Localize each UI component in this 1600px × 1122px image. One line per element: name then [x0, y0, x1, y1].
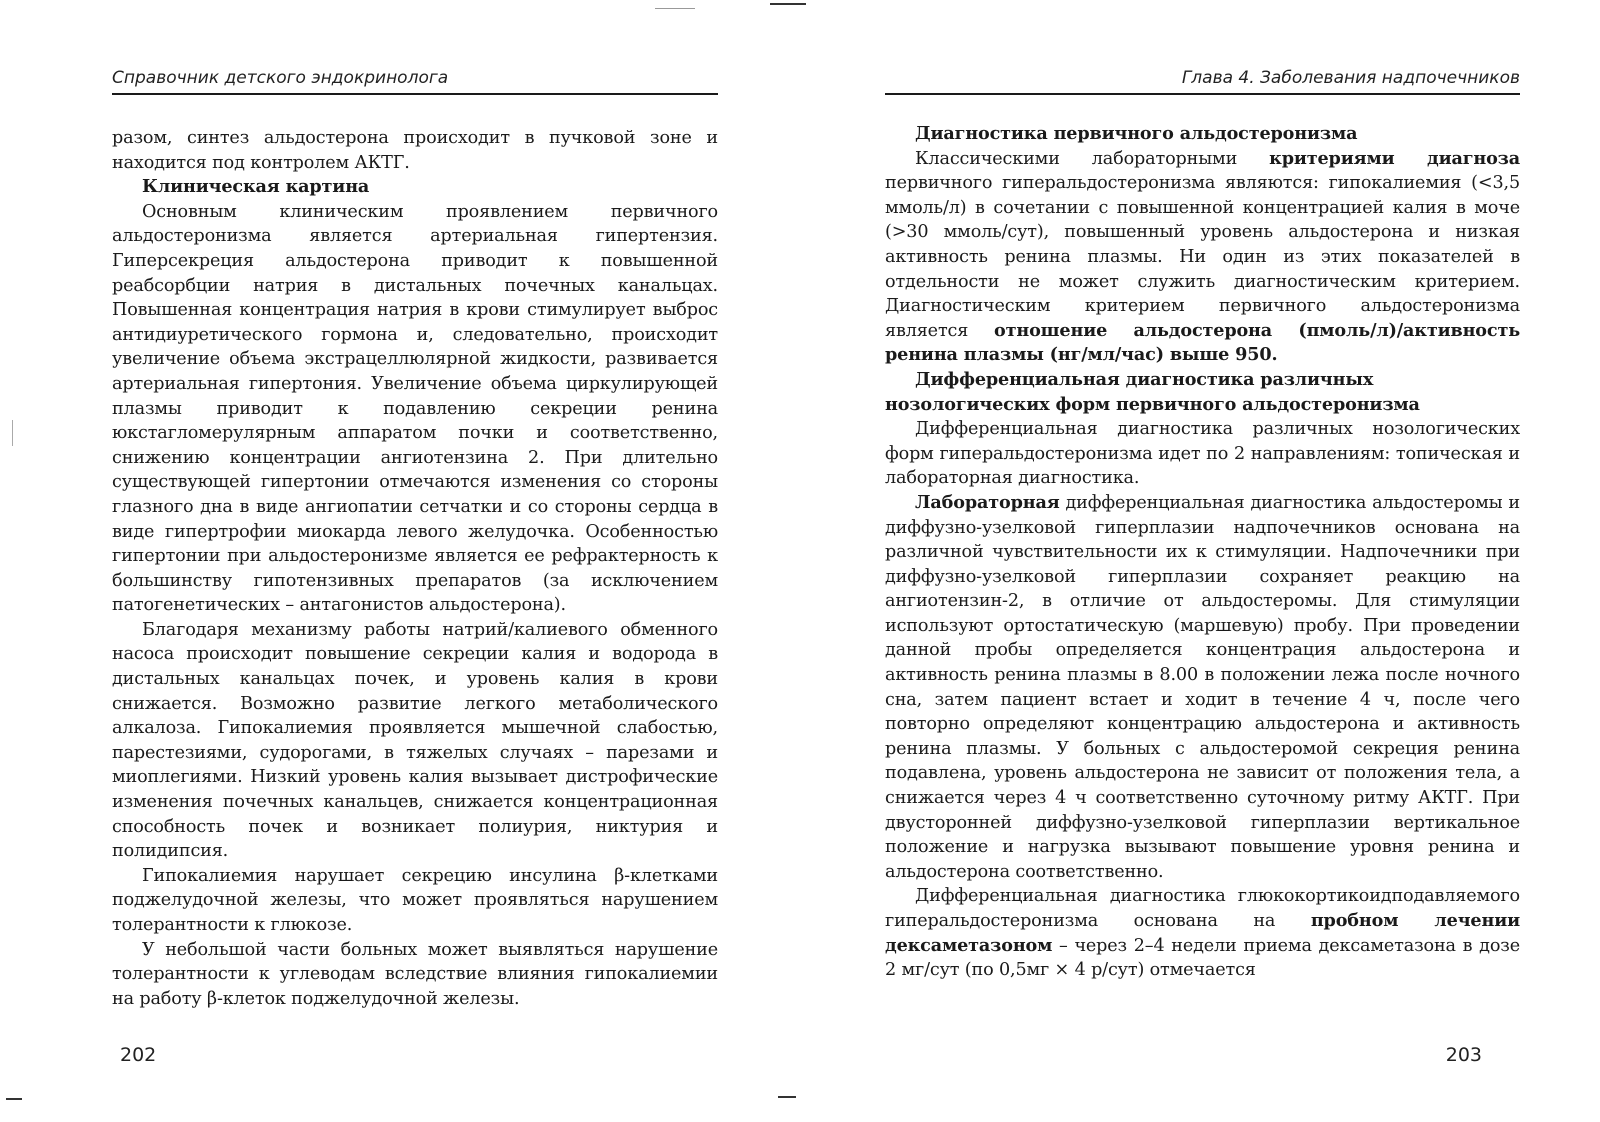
page-number-left: 202 [120, 1044, 157, 1066]
scan-mark-bottom-left [6, 1098, 22, 1100]
bold-run: отношение альдостерона (пмоль/л)/активность ренина плазмы (нг/мл/час) выше 950. [885, 319, 1520, 366]
scan-mark-bottom [778, 1096, 796, 1098]
text-run: дифференциальная диагностика альдостеромы и диффузно-узелковой гиперплазии надпочечников основана на различной чувствительности их к стимуляции. Надпочечники при диффузно-узелковой гиперплазии сохраняет реакцию на ангиотензин-2, в отличие от альдостеромы. Для стимуляции используют ортостатическую (маршевую) пробу. При проведении данной пробы определяется концентрация альдостерона и активность ренина плазмы в 8.00 в положении лежа после ночного сна, затем пациент встает и ходит в течение 4 ч, после чего повторно определяют концентрацию альдостерона и активность ренина плазмы. У больных с альдостеромой секреция ренина подавлена, уровень альдостерона не зависит от положения тела, а снижается через 4 ч соответственно суточному ритму АКТГ. При двусторонней диффузно-узелковой гиперплазии вертикальное положение и нагрузка вызывают повышение уровня ренина и альдостерона соответственно. [885, 492, 1520, 882]
bold-run: критериями диагноза [1269, 147, 1521, 169]
paragraph [885, 884, 1520, 982]
running-head-right: Глава 4. Заболевания надпочечников [885, 64, 1520, 95]
bold-run: пробном лечении дексаметазоном [885, 910, 1520, 956]
section-heading: Клиническая картина [142, 176, 370, 198]
scan-mark-top [770, 3, 806, 5]
text-run: Классическими лабораторными [915, 148, 1270, 169]
paragraph: У небольшой части больных может выявляться нарушение толерантности к углеводам вследствие влияния гипокалиемии на работу β-клеток поджелудочной железы. [112, 939, 718, 1009]
scan-mark-gutter [12, 420, 13, 446]
right-page [885, 0, 1520, 1122]
paragraph [885, 147, 1520, 368]
text-run: Дифференциальная диагностика различных нозологических форм гиперальдостеронизма идет по 2 направлениям: топическая и лабораторная диагностика. [885, 419, 1520, 489]
bold-run: Лабораторная [915, 491, 1060, 513]
text-run: первичного гиперальдостеронизма являются: гипокалиемия (<3,5 ммоль/л) в сочетании с повышенной концентрацией калия в моче (>30 ммоль/сут), повышенный уровень альдостерона и низкая активность ренина плазмы. Ни один из этих показателей в отдельности не может служить диагностическим критерием. Диагностическим критерием первичного альдостеронизма является [885, 173, 1520, 341]
paragraph: Благодаря механизму работы натрий/калиевого обменного насоса происходит повышение секреции калия и водорода в дистальных канальцах почек, и уровень калия в крови снижается. Возможно развитие легкого метаболического алкалоза. Гипокалиемия проявляется мышечной слабостью, парестезиями, судорогами, в тяжелых случаях – парезами и миоплегиями. Низкий уровень калия вызывает дистрофические изменения почечных канальцев, снижается концентрационная способность почек и возникает полиурия, никтурия и полидипсия. [112, 619, 718, 862]
paragraph: разом, синтез альдостерона происходит в пучковой зоне и находится под контролем АКТГ. [112, 128, 718, 173]
right-page-body [885, 122, 1520, 983]
scan-mark-top-2 [655, 8, 695, 9]
left-page-body [112, 126, 718, 1011]
text-run: Дифференциальная диагностика глюкокортикоидподавляемого гиперальдостеронизма основана на [885, 886, 1520, 931]
paragraph: Основным клиническим проявлением первичного альдостеронизма является артериальная гипертензия. Гиперсекреция альдостерона приводит к повышенной реабсорбции натрия в дистальных почечных канальцах. Повышенная концентрация натрия в крови стимулирует выброс антидиуретического гормона и, следовательно, происходит увеличение объема экстрацеллюлярной жидкости, развивается артериальная гипертония. Увеличение объема циркулирующей плазмы приводит к подавлению секреции ренина юкстагломерулярным аппаратом почки и соответственно, снижению концентрации ангиотензина 2. При длительно существующей гипертонии отмечаются изменения со стороны глазного дна в виде ангиопатии сетчатки и со стороны сердца в виде гипертрофии миокарда левого желудочка. Особенностью гипертонии при альдостеронизме является ее рефрактерность к большинству гипотензивных препаратов (за исключением патогенетических – антагонистов альдостерона). [112, 201, 718, 616]
page-number-right: 203 [1445, 1044, 1482, 1066]
paragraph [885, 491, 1520, 885]
section-heading: Диагностика первичного альдостеронизма [915, 123, 1358, 144]
text-run: – через 2–4 недели приема дексаметазона в дозе 2 мг/сут (по 0,5мг × 4 р/сут) отмечается [885, 935, 1520, 981]
paragraph: Гипокалиемия нарушает секрецию инсулина β-клетками поджелудочной железы, что может проявляться нарушением толерантности к глюкозе. [112, 865, 718, 935]
paragraph [885, 417, 1520, 491]
left-page [112, 0, 718, 1122]
running-head-left: Справочник детского эндокринолога [112, 64, 718, 95]
section-heading: Дифференциальная диагностика различных нозологических форм первичного альдостеронизма [885, 368, 1420, 415]
